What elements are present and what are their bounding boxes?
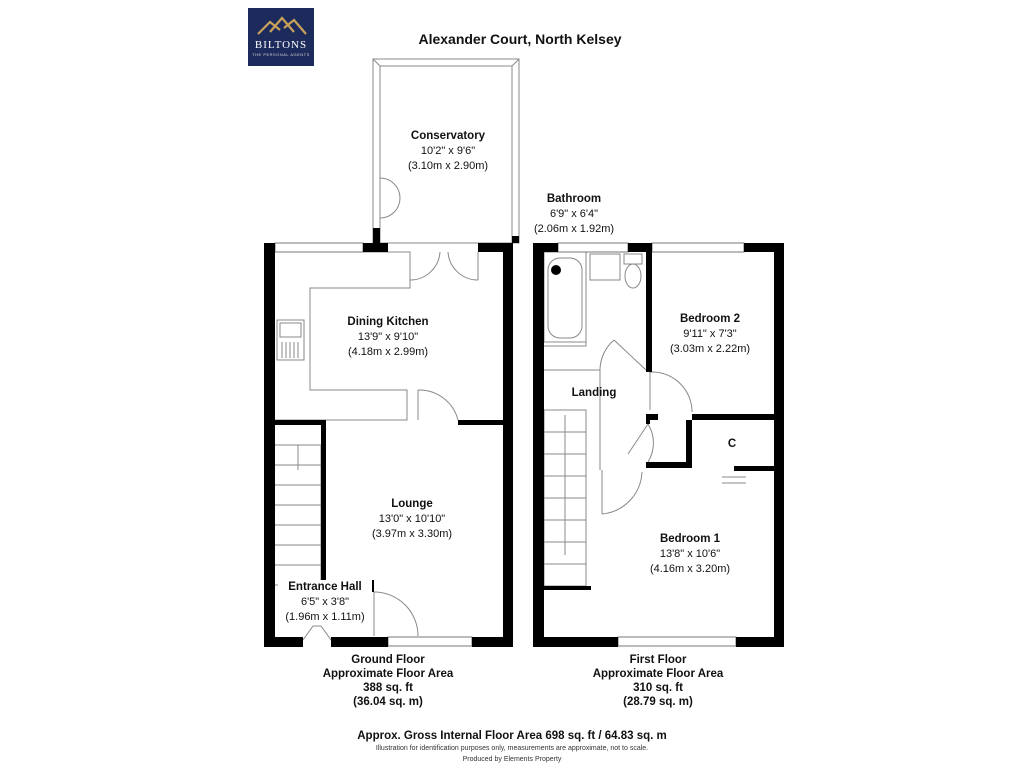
room-name: Bathroom [546, 193, 602, 205]
floor-area-sqm: (28.79 sq. m) [623, 696, 693, 708]
company-logo [248, 8, 314, 66]
room-size-imperial: 6'9" x 6'4" [549, 208, 599, 220]
basin [590, 254, 620, 280]
room-name: Entrance Hall [288, 581, 362, 593]
room-label-landing [568, 386, 620, 401]
floor-area-label: Approximate Floor Area [592, 668, 724, 680]
room-size-imperial: 13'9" x 9'10" [357, 331, 419, 343]
room-size-imperial: 10'2" x 9'6" [420, 145, 476, 157]
room-size-imperial: 9'11" x 7'3" [683, 328, 737, 340]
bedroom1-door [602, 470, 642, 514]
room-size-metric: (2.06m x 1.92m) [533, 223, 615, 235]
room-name: C [727, 438, 737, 450]
bathroom-door [600, 340, 646, 370]
sink [277, 320, 304, 360]
room-label-entrance-hall [278, 580, 372, 625]
shower-head [551, 265, 561, 275]
floor-name: Ground Floor [351, 654, 425, 666]
brand-name: BILTONS [254, 39, 308, 51]
room-label-lounge [364, 497, 460, 542]
room-size-imperial: 13'8" x 10'6" [659, 548, 721, 560]
toilet [624, 254, 642, 288]
room-label-cupboard [722, 437, 742, 452]
bedroom2-door [650, 372, 692, 412]
brand-tagline: THE PERSONAL AGENTS [252, 52, 310, 57]
entrance-lounge-door [374, 592, 418, 636]
producer-credit: Produced by Elements Property [462, 756, 562, 763]
room-name: Lounge [391, 498, 433, 510]
landing-inner-wall [544, 370, 600, 470]
room-size-metric: (3.03m x 2.22m) [669, 343, 751, 355]
floor-area-sqft: 388 sq. ft [363, 682, 413, 694]
room-label-bedroom1 [640, 532, 740, 577]
front-door [303, 626, 331, 640]
landing-stairs [544, 410, 586, 586]
disclaimer: Illustration for identification purposes only, measurements are approximate, not to scale. [375, 745, 649, 752]
bathroom-partition [544, 252, 586, 346]
room-name: Conservatory [410, 130, 486, 142]
room-size-metric: (4.16m x 3.20m) [649, 563, 731, 575]
floor-name: First Floor [629, 654, 687, 666]
room-size-metric: (3.97m x 3.30m) [371, 528, 453, 540]
bath [544, 252, 586, 342]
floor-summary-first [578, 653, 738, 709]
room-name: Dining Kitchen [347, 316, 429, 328]
house-roof-icon [248, 8, 314, 66]
gross-area-note: Approx. Gross Internal Floor Area 698 sq. ft / 64.83 sq. m [357, 730, 667, 742]
floor-area-sqft: 310 sq. ft [633, 682, 683, 694]
room-size-imperial: 13'0" x 10'10" [378, 513, 446, 525]
room-size-metric: (1.96m x 1.11m) [285, 611, 365, 623]
room-size-metric: (3.10m x 2.90m) [407, 160, 489, 172]
room-label-dining-kitchen [336, 315, 440, 360]
room-label-conservatory [398, 129, 498, 174]
lounge-door [418, 390, 458, 420]
room-name: Bedroom 1 [659, 533, 721, 545]
wardrobe-rail [722, 477, 746, 483]
room-size-metric: (4.18m x 2.99m) [347, 346, 429, 358]
floor-area-label: Approximate Floor Area [322, 668, 454, 680]
conservatory-side-door [380, 178, 400, 218]
floor-area-sqm: (36.04 sq. m) [353, 696, 423, 708]
room-name: Bedroom 2 [679, 313, 741, 325]
page-title: Alexander Court, North Kelsey [418, 31, 622, 47]
floor-summary-ground [308, 653, 468, 709]
room-label-bathroom [530, 192, 618, 237]
cupboard-door [628, 424, 653, 462]
room-name: Landing [571, 387, 617, 399]
room-label-bedroom2 [662, 312, 758, 357]
ground-stairs [274, 445, 321, 585]
kitchen-double-door [410, 252, 478, 280]
room-size-imperial: 6'5" x 3'8" [300, 596, 350, 608]
